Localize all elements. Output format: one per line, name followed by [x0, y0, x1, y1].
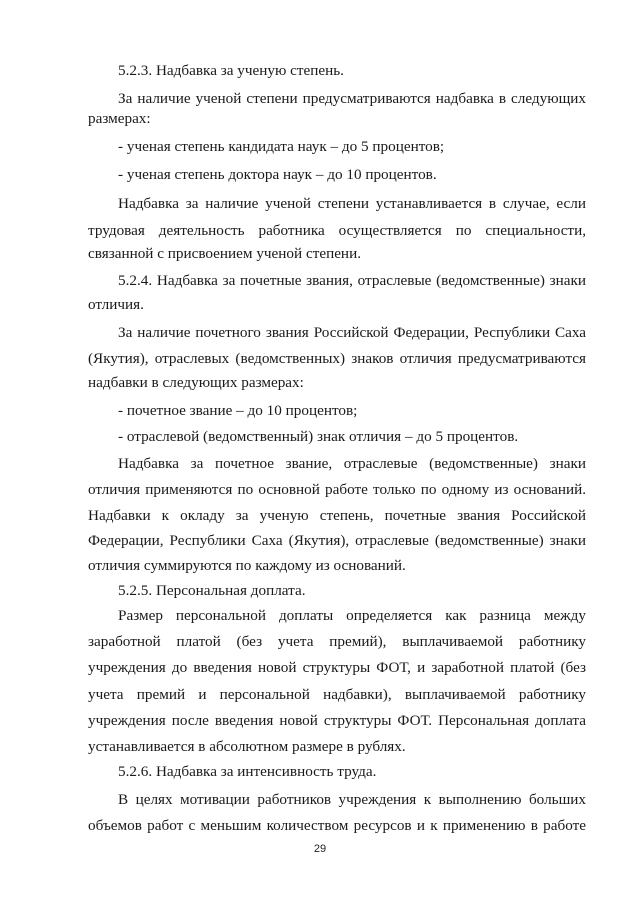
paragraph-line: Надбавки к окладу за ученую степень, почетные звания Российской	[88, 507, 586, 524]
paragraph-line: отличия суммируются по каждому из оснований.	[88, 557, 406, 574]
section-heading-5-2-3: 5.2.3. Надбавка за ученую степень.	[118, 62, 344, 79]
page-number: 29	[313, 843, 327, 855]
paragraph-line: За наличие ученой степени предусматриваются надбавка в следующих	[118, 90, 586, 107]
paragraph-line: учреждения после введения новой структуры ФОТ. Персональная доплата	[88, 712, 586, 729]
paragraph-line: размерах:	[88, 110, 151, 127]
list-item: - отраслевой (ведомственный) знак отличия – до 5 процентов.	[118, 428, 519, 445]
paragraph-line: Федерации, Республики Саха (Якутия), отраслевые (ведомственные) знаки	[88, 532, 586, 549]
paragraph-line: объемов работ с меньшим количеством ресурсов и к применению в работе	[88, 817, 586, 834]
section-heading-5-2-5: 5.2.5. Персональная доплата.	[118, 582, 306, 599]
paragraph-line: (Якутия), отраслевых (ведомственных) знаков отличия предусматриваются	[88, 350, 586, 367]
paragraph-line: учреждения до введения новой структуры ФОТ, и заработной платой (без	[88, 659, 586, 676]
section-heading-5-2-6: 5.2.6. Надбавка за интенсивность труда.	[118, 763, 377, 780]
paragraph-line: связанной с присвоением ученой степени.	[88, 245, 361, 262]
paragraph-line: учета премий и персональной надбавки), выплачиваемой работнику	[88, 686, 586, 703]
paragraph-line: Размер персональной доплаты определяется как разница между	[118, 607, 586, 624]
paragraph-line: В целях мотивации работников учреждения к выполнению больших	[118, 791, 586, 808]
list-item: - почетное звание – до 10 процентов;	[118, 402, 358, 419]
paragraph-line: отличия применяются по основной работе только по одному из оснований.	[88, 481, 586, 498]
section-heading-5-2-4-continued: отличия.	[88, 296, 144, 313]
paragraph-line: надбавки в следующих размерах:	[88, 374, 304, 391]
paragraph-line: трудовая деятельность работника осуществляется по специальности,	[88, 222, 586, 239]
paragraph-line: заработной платой (без учета премий), выплачиваемой работнику	[88, 633, 586, 650]
paragraph-line: Надбавка за наличие ученой степени устанавливается в случае, если	[118, 195, 586, 212]
list-item: - ученая степень кандидата наук – до 5 процентов;	[118, 138, 445, 155]
paragraph-line: устанавливается в абсолютном размере в рублях.	[88, 738, 406, 755]
list-item: - ученая степень доктора наук – до 10 процентов.	[118, 166, 437, 183]
paragraph-line: За наличие почетного звания Российской Федерации, Республики Саха	[118, 324, 586, 341]
section-heading-5-2-4: 5.2.4. Надбавка за почетные звания, отраслевые (ведомственные) знаки	[118, 272, 586, 289]
paragraph-line: Надбавка за почетное звание, отраслевые (ведомственные) знаки	[118, 455, 586, 472]
